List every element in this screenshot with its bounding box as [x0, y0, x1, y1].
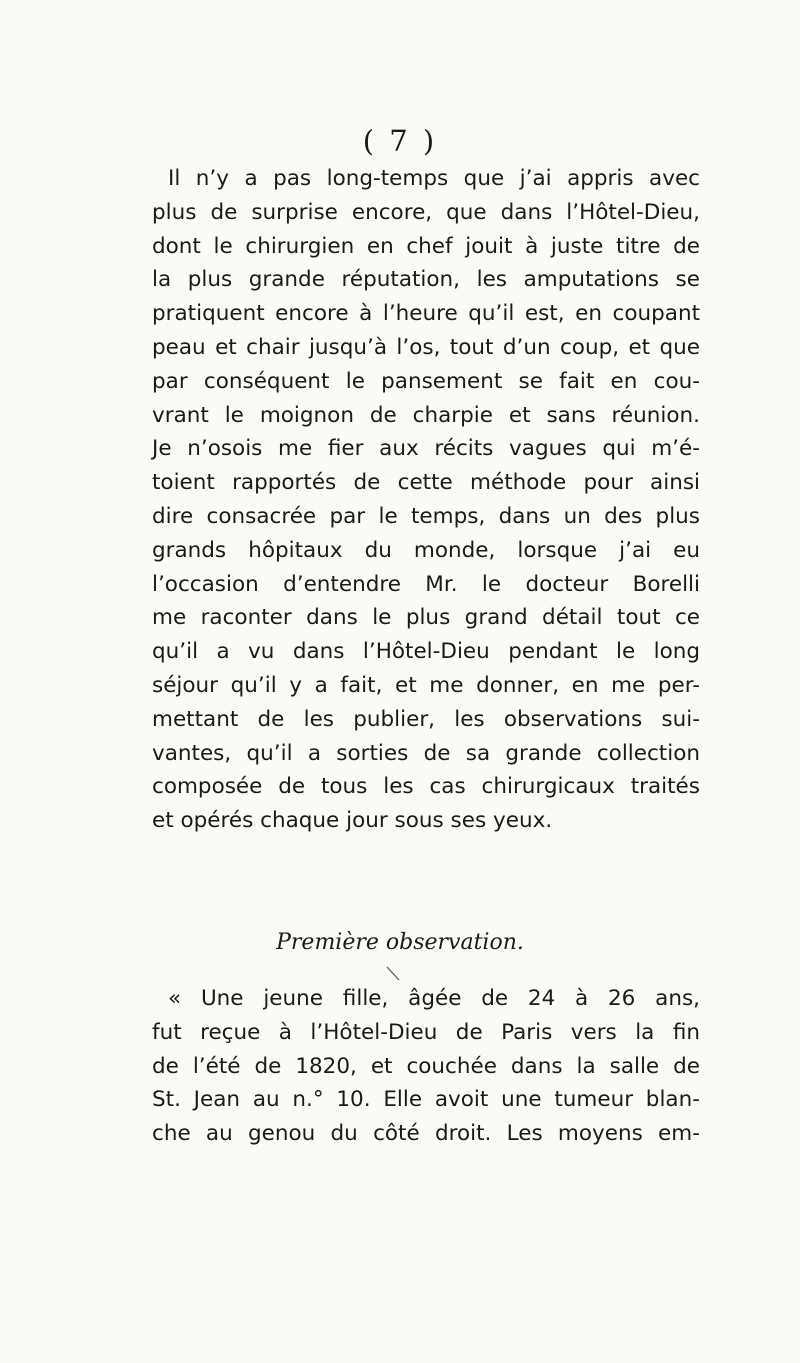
text-line: séjour qu’il y a fait, et me donner, en me per- [152, 672, 700, 698]
text-line: che au genou du côté droit. Les moyens em- [152, 1121, 700, 1147]
text-line: Il n’y a pas long-temps que j’ai appris avec [168, 166, 700, 191]
intro-paragraph [152, 162, 700, 838]
text-line: et opérés chaque jour sous ses yeux. [152, 808, 553, 834]
text-line: par conséquent le pansement se fait en cou- [152, 368, 700, 394]
text-line: fut reçue à l’Hôtel-Dieu de Paris vers la fin [152, 1019, 700, 1045]
text-line: dont le chirurgien en chef jouit à juste titre de [152, 233, 700, 259]
text-line: peau et chair jusqu’à l’os, tout d’un coup, et que [152, 334, 700, 360]
text-line: de l’été de 1820, et couchée dans la salle de [152, 1053, 700, 1079]
text-line: composée de tous les cas chirurgicaux traités [152, 774, 700, 800]
text-line: vantes, qu’il a sorties de sa grande collection [152, 740, 700, 766]
text-line: Je n’osois me fier aux récits vagues qui m’é- [152, 436, 700, 462]
section-heading: Première observation. [276, 930, 524, 955]
text-line: qu’il a vu dans l’Hôtel-Dieu pendant le long [152, 639, 700, 665]
text-line: St. Jean au n.° 10. Elle avoit une tumeur blan- [152, 1087, 700, 1113]
text-line: la plus grande réputation, les amputations se [152, 267, 700, 293]
text-line: « Une jeune fille, âgée de 24 à 26 ans, [168, 986, 700, 1011]
text-line: l’occasion d’entendre Mr. le docteur Borelli [152, 571, 700, 597]
observation-paragraph [152, 982, 700, 1151]
text-line: mettant de les publier, les observations sui- [152, 706, 700, 732]
text-line: pratiquent encore à l’heure qu’il est, en coupant [152, 301, 700, 327]
page-number: ( 7 ) [362, 124, 438, 158]
text-line: toient rapportés de cette méthode pour ainsi [152, 470, 700, 496]
text-line: vrant le moignon de charpie et sans réunion. [152, 402, 700, 428]
ink-mark-icon [385, 966, 403, 982]
text-line: me raconter dans le plus grand détail tout ce [152, 605, 700, 631]
text-line: plus de surprise encore, que dans l’Hôtel-Dieu, [152, 199, 700, 225]
text-line: dire consacrée par le temps, dans un des plus [152, 503, 700, 529]
text-line: grands hôpitaux du monde, lorsque j’ai eu [152, 537, 700, 563]
